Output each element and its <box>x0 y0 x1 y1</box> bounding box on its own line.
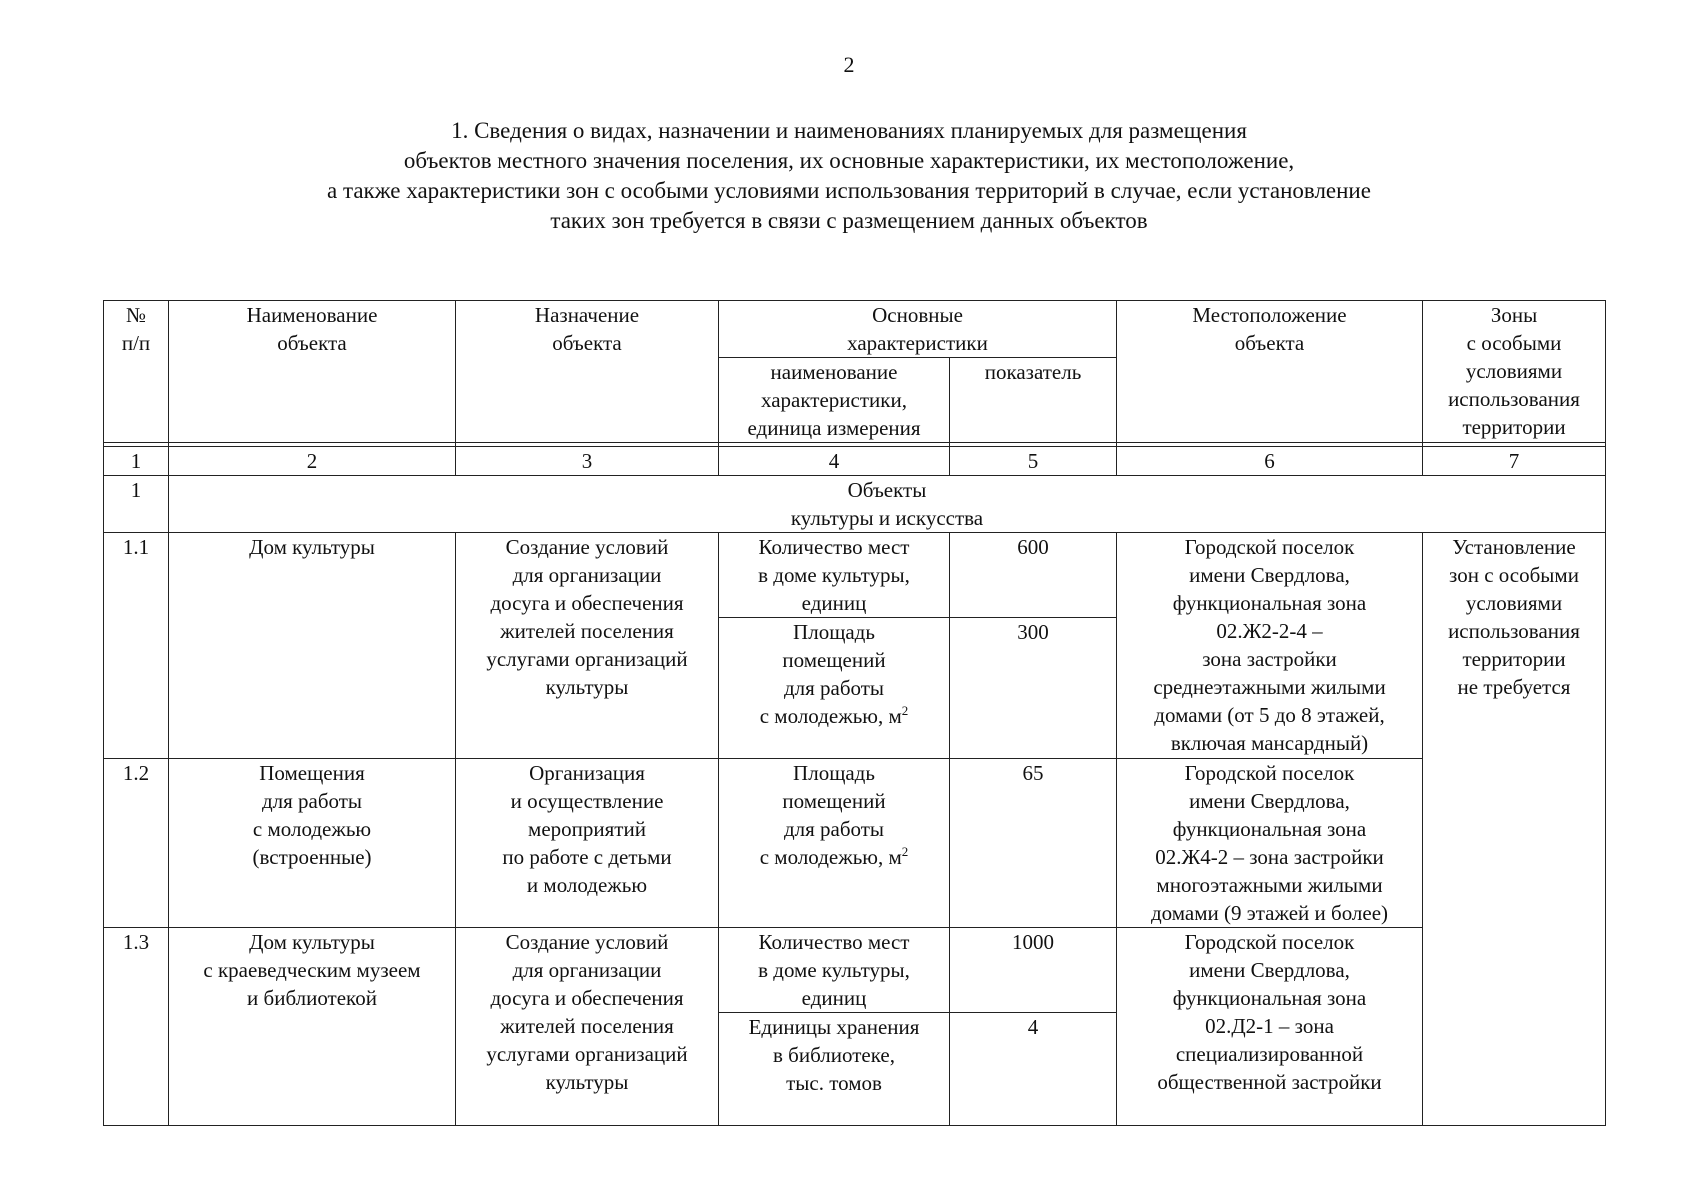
section-row <box>104 476 1606 533</box>
section-num: 1 <box>104 476 169 533</box>
row-num: 1.1 <box>104 533 169 759</box>
row-location: Городской поселок имени Свердлова, функциональная зона 02.Ж4-2 – зона застройки многоэтажными жилыми домами (9 этажей и более) <box>1117 759 1423 928</box>
page-number: 2 <box>843 52 855 77</box>
table-row <box>104 533 1606 618</box>
row-indicator: 1000 <box>950 928 1117 1013</box>
header-characteristic-name: наименование характеристики, единица измерения <box>719 358 950 443</box>
superscript: 2 <box>901 844 909 859</box>
table-header-row <box>104 301 1606 358</box>
column-number: 5 <box>950 447 1117 476</box>
header-zones: Зоны с особыми условиями использования территории <box>1423 301 1606 443</box>
row-num: 1.2 <box>104 759 169 928</box>
header-main-characteristics: Основные характеристики <box>719 301 1117 358</box>
row-characteristic: Количество мест в доме культуры, единиц <box>719 533 950 618</box>
row-name: Дом культуры с краеведческим музеем и библиотекой <box>169 928 456 1126</box>
row-indicator: 300 <box>950 618 1117 759</box>
table-row <box>104 759 1606 928</box>
document-title <box>0 116 1698 236</box>
row-name: Помещения для работы с молодежью (встроенные) <box>169 759 456 928</box>
column-number: 7 <box>1423 447 1606 476</box>
column-numbers-row <box>104 447 1606 476</box>
superscript: 2 <box>901 703 909 718</box>
title-line: таких зон требуется в связи с размещением данных объектов <box>550 208 1148 233</box>
row-purpose: Организация и осуществление мероприятий по работе с детьми и молодежью <box>456 759 719 928</box>
row-characteristic: Площадь помещений для работы с молодежью, $м^2$ <box>719 618 950 759</box>
row-name: Дом культуры <box>169 533 456 759</box>
row-zones: Установление зон с особыми условиями использования территории не требуется <box>1423 533 1606 1126</box>
column-number: 2 <box>169 447 456 476</box>
row-characteristic: Количество мест в доме культуры, единиц <box>719 928 950 1013</box>
row-location: Городской поселок имени Свердлова, функциональная зона 02.Д2-1 – зона специализированной общественной застройки <box>1117 928 1423 1126</box>
header-purpose: Назначение объекта <box>456 301 719 443</box>
row-characteristic: Единицы хранения в библиотеке, тыс. томов <box>719 1013 950 1126</box>
header-num: № п/п <box>104 301 169 443</box>
title-line: 1. Сведения о видах, назначении и наименованиях планируемых для размещения <box>451 118 1247 143</box>
row-purpose: Создание условий для организации досуга и обеспечения жителей поселения услугами организаций культуры <box>456 533 719 759</box>
header-indicator: показатель <box>950 358 1117 443</box>
row-location: Городской поселок имени Свердлова, функциональная зона 02.Ж2-2-4 – зона застройки среднеэтажными жилыми домами (от 5 до 8 этажей, включая мансардный) <box>1117 533 1423 759</box>
column-number: 1 <box>104 447 169 476</box>
column-number: 4 <box>719 447 950 476</box>
column-number: 6 <box>1117 447 1423 476</box>
section-title: Объекты культуры и искусства <box>169 476 1606 533</box>
row-characteristic: Площадь помещений для работы с молодежью, $м^2$ <box>719 759 950 928</box>
row-indicator: 65 <box>950 759 1117 928</box>
column-number: 3 <box>456 447 719 476</box>
header-name: Наименование объекта <box>169 301 456 443</box>
title-line: а также характеристики зон с особыми условиями использования территорий в случае, если установление <box>327 178 1371 203</box>
row-purpose: Создание условий для организации досуга и обеспечения жителей поселения услугами организаций культуры <box>456 928 719 1126</box>
title-line: объектов местного значения поселения, их основные характеристики, их местоположение, <box>403 148 1295 173</box>
header-location: Местоположение объекта <box>1117 301 1423 443</box>
row-num: 1.3 <box>104 928 169 1126</box>
row-indicator: 4 <box>950 1013 1117 1126</box>
table-row <box>104 928 1606 1013</box>
objects-table <box>103 300 1606 1126</box>
row-indicator: 600 <box>950 533 1117 618</box>
